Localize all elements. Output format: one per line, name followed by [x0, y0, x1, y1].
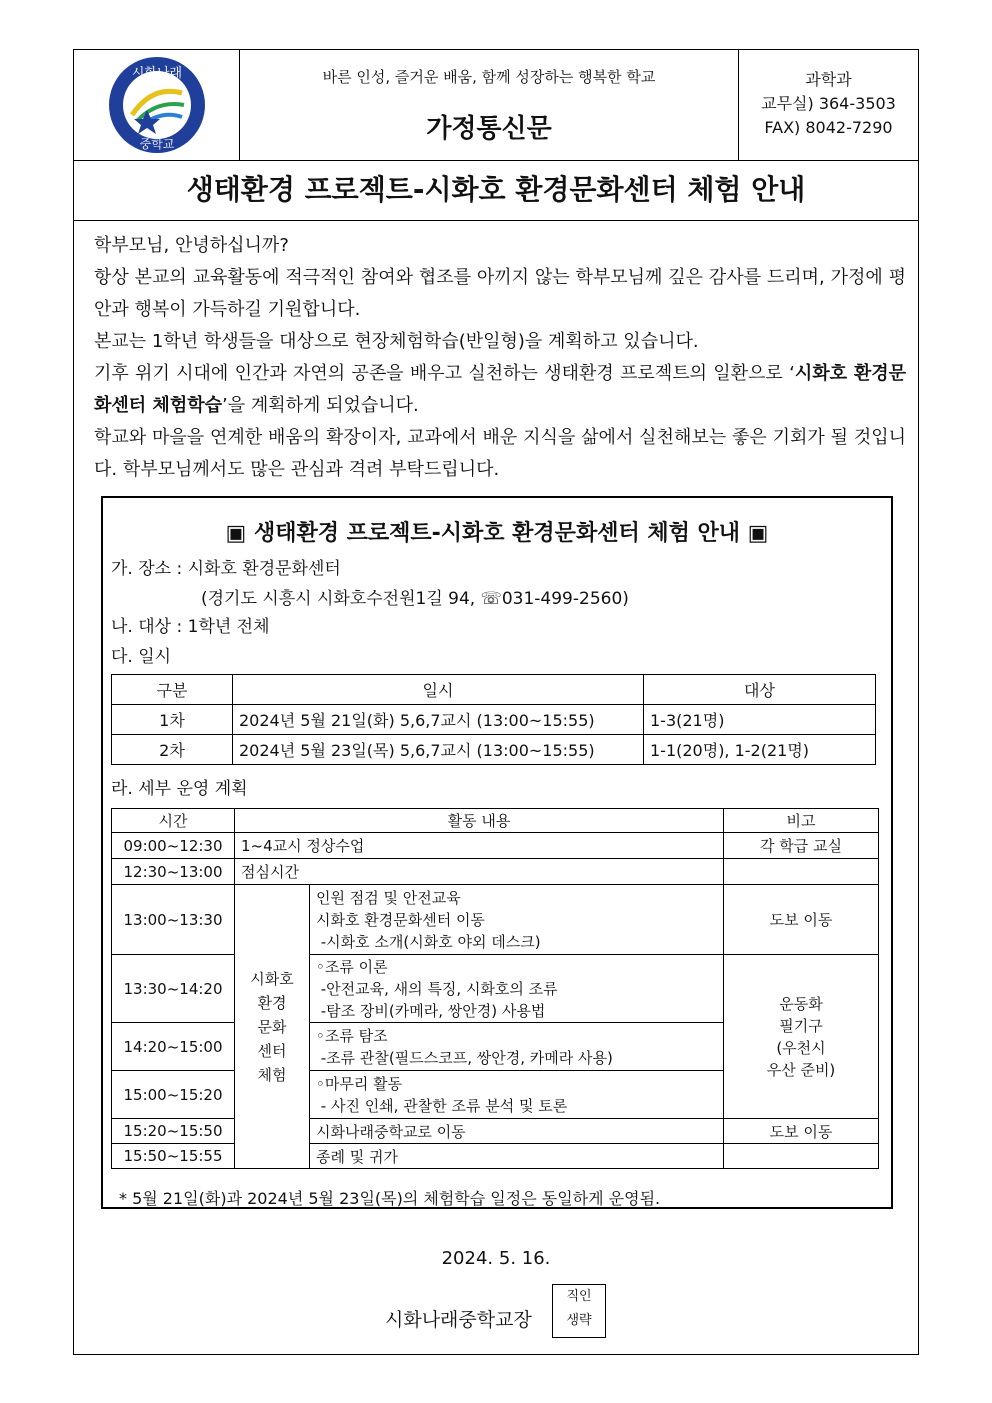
- schedule-header: 대상: [644, 675, 876, 705]
- target-line: 나. 대상 : 1학년 전체: [111, 617, 270, 637]
- plan-header: 시간: [112, 809, 235, 833]
- document-frame: [73, 49, 919, 1355]
- principal-name: 시화나래중학교장: [385, 1309, 532, 1331]
- preparation-note: 운동화 필기구 (우천시 우산 준비): [724, 955, 879, 1119]
- table-row: 15:20~15:50 시화나래중학교로 이동 도보 이동: [112, 1119, 879, 1144]
- table-row: 15:00~15:20 ◦마무리 활동 - 사진 인쇄, 관찰한 조류 분석 및 토론: [112, 1071, 879, 1119]
- plan-label: 라. 세부 운영 계획: [111, 779, 248, 799]
- contact-cell: [739, 50, 918, 160]
- school-motto: 바른 인성, 즐거운 배움, 함께 성장하는 행복한 학교: [322, 68, 656, 86]
- newsletter-label: 가정통신문: [426, 114, 552, 144]
- svg-text:시화나래: 시화나래: [131, 66, 183, 81]
- table-row: 2차 2024년 5월 23일(목) 5,6,7교시 (13:00~15:55) 1-1(20명), 1-2(21명): [112, 735, 876, 765]
- table-row: 13:30~14:20 ◦조류 이론 -안전교육, 새의 특징, 시화호의 조류 -탐조 장비(카메라, 쌍안경) 사용법 운동화 필기구 (우천시 우산 준비): [112, 955, 879, 1023]
- plan-header: 활동 내용: [235, 809, 724, 833]
- seal-omitted-box: 직인 생략: [552, 1284, 606, 1338]
- schedule-label: 다. 일시: [111, 647, 172, 667]
- fax-number: FAX) 8042-7290: [764, 118, 893, 137]
- motto-cell: [240, 50, 739, 160]
- letter-body: [86, 230, 906, 486]
- table-row: 1차 2024년 5월 21일(화) 5,6,7교시 (13:00~15:55) 1-3(21명): [112, 705, 876, 735]
- plan-table: [111, 808, 879, 1169]
- paragraph-3: 기후 위기 시대에 인간과 자연의 공존을 배우고 실천하는 생태환경 프로젝트의 일환으로 ‘시화호 환경문화센터 체험학습’을 계획하게 되었습니다.: [94, 363, 906, 416]
- greeting: 학부모님, 안녕하십니까?: [94, 235, 289, 256]
- box-title: ▣ 생태환경 프로젝트-시화호 환경문화센터 체험 안내 ▣: [225, 521, 769, 546]
- department: 과학과: [805, 70, 852, 89]
- schedule-header: 구분: [112, 675, 233, 705]
- svg-text:중학교: 중학교: [139, 137, 175, 151]
- info-box: [101, 496, 893, 1209]
- table-row: 12:30~13:00 점심시간: [112, 859, 879, 885]
- table-row: 13:00~13:30 시화호 환경 문화 센터 체험 인원 점검 및 안전교육 시화호 환경문화센터 이동 -시화호 소개(시화호 야외 데스크) 도보 이동: [112, 885, 879, 955]
- school-logo: [102, 55, 212, 155]
- header: [74, 50, 918, 161]
- address-line: (경기도 시흥시 시화호수전원1길 94, ☏031-499-2560): [201, 589, 629, 609]
- paragraph-1: 항상 본교의 교육활동에 적극적인 참여와 협조를 아끼지 않는 학부모님께 깊은 감사를 드리며, 가정에 평안과 행복이 가득하길 기원합니다.: [94, 267, 906, 320]
- schedule-header: 일시: [233, 675, 644, 705]
- place-line: 가. 장소 : 시화호 환경문화센터: [111, 559, 341, 579]
- paragraph-2: 본교는 1학년 학생들을 대상으로 현장체험학습(반일형)을 계획하고 있습니다.: [94, 331, 699, 352]
- office-phone: 교무실) 364-3503: [761, 94, 896, 113]
- activity-group-label: 시화호 환경 문화 센터 체험: [235, 885, 310, 1169]
- issue-date: 2024. 5. 16.: [441, 1248, 551, 1269]
- document-title: 생태환경 프로젝트-시화호 환경문화센터 체험 안내: [74, 160, 918, 221]
- bold-program-name: 시화호 환경문화센터 체험학습: [94, 363, 906, 416]
- plan-header: 비고: [724, 809, 879, 833]
- table-row: 09:00~12:30 1~4교시 정상수업 각 학급 교실: [112, 833, 879, 859]
- logo-cell: [74, 50, 240, 160]
- paragraph-4: 학교와 마을을 연계한 배움의 확장이자, 교과에서 배운 지식을 삶에서 실천해보는 좋은 기회가 될 것입니다. 학부모님께서도 많은 관심과 격려 부탁드립니다.: [94, 427, 906, 480]
- table-row: 14:20~15:00 ◦조류 탐조 -조류 관찰(필드스코프, 쌍안경, 카메라 사용): [112, 1023, 879, 1071]
- schedule-table: [111, 674, 876, 765]
- footnote: * 5월 21일(화)과 2024년 5월 23일(목)의 체험학습 일정은 동일하게 운영됨.: [119, 1189, 661, 1208]
- table-row: 15:50~15:55 종례 및 귀가: [112, 1144, 879, 1169]
